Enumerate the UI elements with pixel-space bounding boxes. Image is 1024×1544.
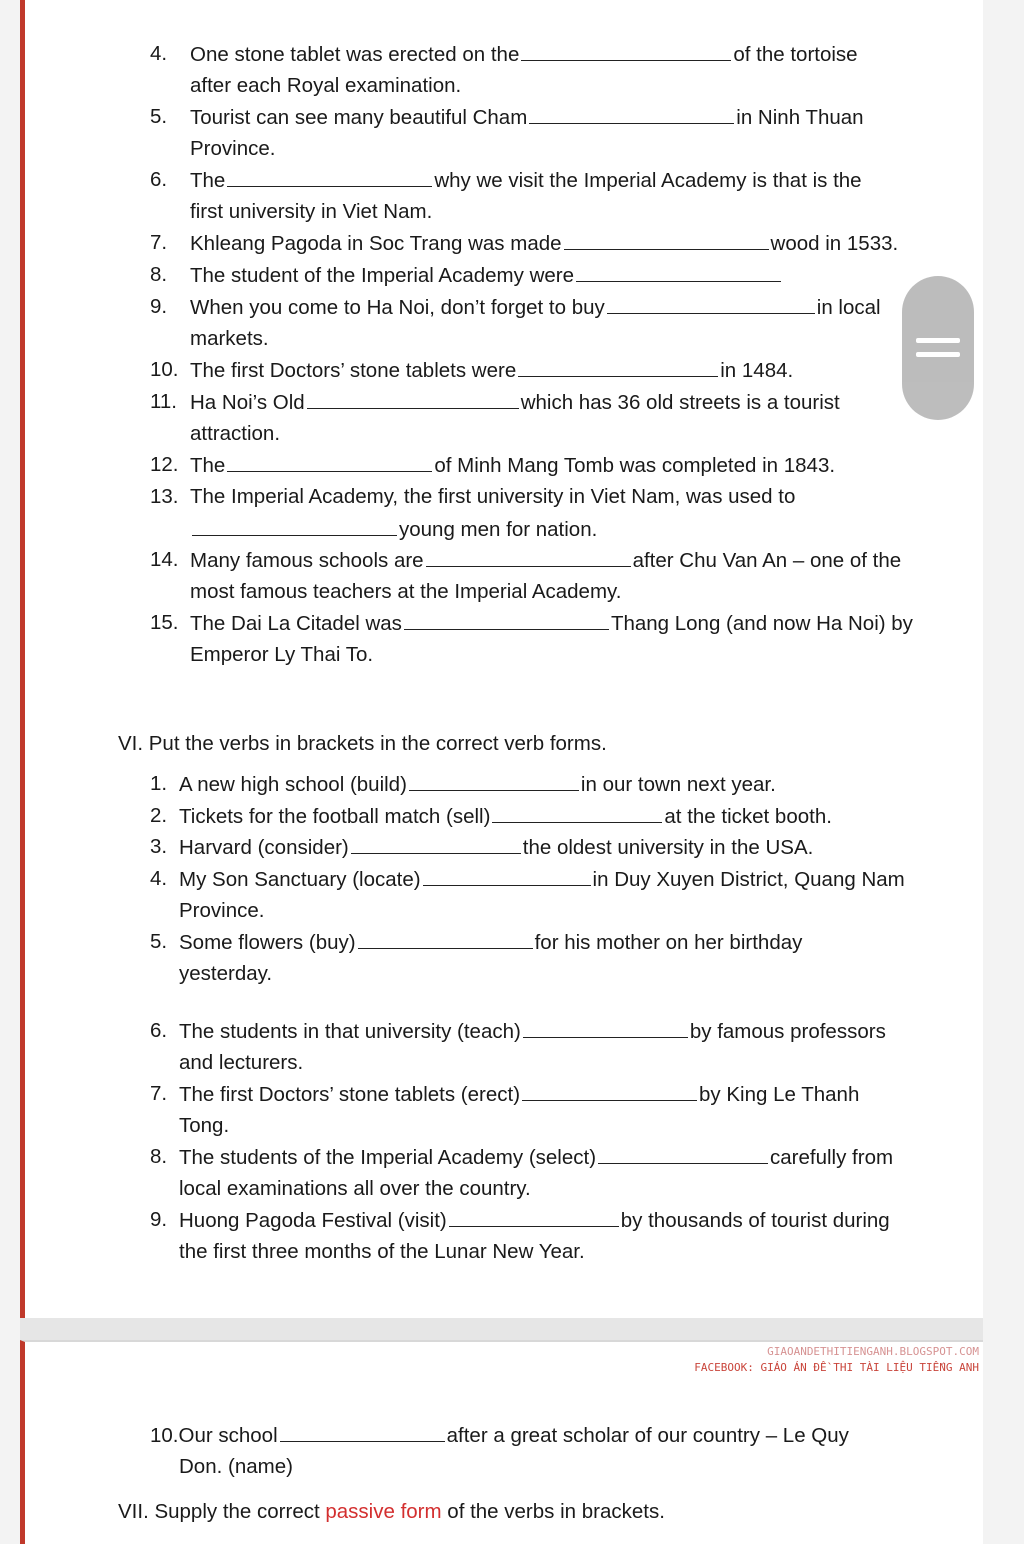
answer-blank[interactable] bbox=[449, 1204, 619, 1227]
question-text: The students in that university (teach) bbox=[179, 1020, 521, 1043]
page-separator bbox=[20, 1318, 983, 1340]
question-number: 10. bbox=[150, 1424, 179, 1447]
question-line bbox=[190, 544, 901, 577]
question-line bbox=[179, 1047, 303, 1079]
answer-blank[interactable] bbox=[521, 38, 731, 61]
question-text: The first Doctors’ stone tablets (erect) bbox=[179, 1083, 521, 1106]
question-number: 7. bbox=[150, 231, 168, 254]
question-text: My Son Sanctuary (locate) bbox=[179, 868, 421, 891]
question-text: markets. bbox=[190, 326, 269, 350]
question-number: 15. bbox=[150, 611, 179, 634]
question-text: in local bbox=[816, 296, 881, 319]
question-text: Harvard (consider) bbox=[179, 836, 349, 859]
question-text: for his mother on her birthday bbox=[534, 931, 803, 954]
question-line bbox=[190, 418, 280, 450]
question-line bbox=[179, 863, 905, 896]
question-line bbox=[179, 1078, 859, 1111]
answer-blank[interactable] bbox=[529, 101, 734, 124]
answer-blank[interactable] bbox=[227, 449, 432, 472]
question-text: in Ninh Thuan bbox=[736, 106, 864, 129]
question-line bbox=[190, 576, 621, 608]
question-text: by famous professors bbox=[689, 1020, 886, 1043]
section-title-highlight: passive form bbox=[325, 1500, 442, 1523]
question-number: 7. bbox=[150, 1082, 168, 1105]
question-text: carefully from bbox=[770, 1146, 894, 1169]
question-line bbox=[179, 768, 776, 801]
question-text: by thousands of tourist during bbox=[620, 1209, 890, 1232]
question-line bbox=[179, 800, 832, 833]
worksheet-page-1 bbox=[20, 0, 983, 1318]
question-number: 2. bbox=[150, 804, 168, 827]
answer-blank[interactable] bbox=[358, 926, 533, 949]
question-text: The student of the Imperial Academy were bbox=[190, 264, 575, 287]
scroll-handle[interactable] bbox=[902, 276, 974, 420]
question-text: in Duy Xuyen District, Quang Nam bbox=[592, 868, 905, 891]
question-number: 13. bbox=[150, 485, 179, 508]
scroll-grip-line bbox=[916, 338, 960, 343]
question-line bbox=[179, 1141, 893, 1174]
question-text: Many famous schools are bbox=[190, 549, 424, 572]
question-text: Province. bbox=[179, 898, 265, 922]
answer-blank[interactable] bbox=[576, 259, 781, 282]
answer-blank[interactable] bbox=[522, 1078, 697, 1101]
question-line bbox=[190, 354, 793, 387]
question-line bbox=[179, 831, 813, 864]
question-line bbox=[190, 259, 783, 292]
question-line bbox=[179, 1204, 890, 1237]
question-text: Don. (name) bbox=[179, 1454, 293, 1478]
question-text: which has 36 old streets is a tourist bbox=[520, 391, 840, 414]
answer-blank[interactable] bbox=[192, 513, 397, 536]
answer-blank[interactable] bbox=[426, 544, 631, 567]
answer-blank[interactable] bbox=[409, 768, 579, 791]
question-line bbox=[190, 70, 461, 102]
answer-blank[interactable] bbox=[423, 863, 591, 886]
question-text: Emperor Ly Thai To. bbox=[190, 642, 374, 666]
question-line bbox=[190, 481, 795, 513]
question-number: 10. bbox=[150, 358, 179, 381]
question-text: Some flowers (buy) bbox=[179, 931, 356, 954]
question-line bbox=[179, 1236, 585, 1268]
watermark bbox=[694, 1344, 979, 1376]
question-line bbox=[190, 639, 373, 671]
question-text: wood in 1533. bbox=[770, 232, 899, 255]
question-text: A new high school (build) bbox=[179, 773, 407, 796]
question-number: 12. bbox=[150, 453, 179, 476]
question-number: 6. bbox=[150, 1019, 168, 1042]
question-text: attraction. bbox=[190, 421, 281, 445]
question-text: by King Le Thanh bbox=[699, 1083, 860, 1106]
question-number: 3. bbox=[150, 835, 168, 858]
question-number: 5. bbox=[150, 105, 168, 128]
question-number: 8. bbox=[150, 263, 168, 286]
answer-blank[interactable] bbox=[492, 800, 662, 823]
question-text: yesterday. bbox=[179, 961, 273, 985]
question-line bbox=[190, 323, 269, 355]
question-text: The Dai La Citadel was bbox=[190, 612, 402, 635]
question-text: Province. bbox=[190, 136, 276, 160]
question-line bbox=[190, 386, 840, 419]
question-number: 9. bbox=[150, 1208, 168, 1231]
answer-blank[interactable] bbox=[404, 607, 609, 630]
section-title: VI. Put the verbs in brackets in the correct verb forms. bbox=[118, 732, 607, 755]
question-line bbox=[190, 38, 858, 71]
question-text: of Minh Mang Tomb was completed in 1843. bbox=[434, 454, 836, 477]
question-text: most famous teachers at the Imperial Academy. bbox=[190, 579, 622, 603]
question-text: Tickets for the football match (sell) bbox=[179, 805, 491, 828]
section-title: VII. Supply the correct bbox=[118, 1500, 326, 1523]
question-line bbox=[179, 1015, 886, 1048]
question-line bbox=[190, 449, 835, 482]
question-text: at the ticket booth. bbox=[664, 805, 832, 828]
question-number: 14. bbox=[150, 548, 179, 571]
question-text: When you come to Ha Noi, don’t forget to buy bbox=[190, 296, 605, 319]
answer-blank[interactable] bbox=[564, 227, 769, 250]
question-number: 1. bbox=[150, 772, 168, 795]
question-line bbox=[179, 895, 264, 927]
question-number: 11. bbox=[150, 390, 177, 413]
answer-blank[interactable] bbox=[307, 386, 519, 409]
question-text: The Imperial Academy, the first university in Viet Nam, was used to bbox=[190, 485, 796, 508]
question-text: Tourist can see many beautiful Cham bbox=[190, 106, 528, 129]
answer-blank[interactable] bbox=[280, 1419, 445, 1442]
question-text: Huong Pagoda Festival (visit) bbox=[179, 1209, 447, 1232]
question-text: the oldest university in the USA. bbox=[522, 836, 814, 859]
question-line bbox=[190, 227, 898, 260]
answer-blank[interactable] bbox=[607, 291, 815, 314]
scroll-grip-line bbox=[916, 352, 960, 357]
question-line bbox=[150, 1419, 849, 1452]
question-line bbox=[179, 926, 802, 959]
answer-blank[interactable] bbox=[598, 1141, 768, 1164]
question-line bbox=[190, 607, 913, 640]
answer-blank[interactable] bbox=[518, 354, 718, 377]
question-text: first university in Viet Nam. bbox=[190, 199, 433, 223]
question-text: Thang Long (and now Ha Noi) by bbox=[610, 612, 913, 635]
question-line bbox=[190, 513, 597, 546]
question-line bbox=[179, 958, 272, 990]
question-text: the first three months of the Lunar New Year. bbox=[179, 1239, 585, 1263]
section-heading bbox=[118, 728, 607, 760]
question-number: 5. bbox=[150, 930, 168, 953]
question-text: why we visit the Imperial Academy is that is the bbox=[434, 169, 862, 192]
question-number: 8. bbox=[150, 1145, 168, 1168]
answer-blank[interactable] bbox=[227, 164, 432, 187]
question-text: of the tortoise bbox=[733, 43, 858, 66]
question-text: Our school bbox=[178, 1424, 278, 1447]
answer-blank[interactable] bbox=[351, 831, 521, 854]
question-line bbox=[179, 1451, 293, 1483]
question-text: Khleang Pagoda in Soc Trang was made bbox=[190, 232, 562, 255]
question-text: One stone tablet was erected on the bbox=[190, 43, 520, 66]
section-title: of the verbs in brackets. bbox=[441, 1500, 665, 1523]
question-line bbox=[190, 133, 275, 165]
question-text: local examinations all over the country. bbox=[179, 1176, 531, 1200]
question-number: 4. bbox=[150, 42, 168, 65]
question-text: after Chu Van An – one of the bbox=[632, 549, 902, 572]
question-line bbox=[179, 1173, 531, 1205]
question-number: 9. bbox=[150, 295, 168, 318]
question-text: after each Royal examination. bbox=[190, 73, 462, 97]
section-heading bbox=[118, 1496, 665, 1528]
question-text: The students of the Imperial Academy (select) bbox=[179, 1146, 597, 1169]
question-text: The bbox=[190, 169, 226, 192]
question-number: 4. bbox=[150, 867, 168, 890]
watermark-site: GIAOANDETHITIENGANH.BLOGSPOT.COM bbox=[767, 1345, 979, 1358]
question-text: The first Doctors’ stone tablets were bbox=[190, 359, 517, 382]
question-text: and lecturers. bbox=[179, 1050, 304, 1074]
question-line bbox=[190, 101, 864, 134]
question-text: young men for nation. bbox=[399, 517, 598, 541]
question-text: after a great scholar of our country – Le Quy bbox=[446, 1424, 849, 1447]
question-text: Tong. bbox=[179, 1113, 230, 1137]
question-text: Ha Noi’s Old bbox=[190, 391, 305, 414]
watermark-facebook: FACEBOOK: GIÁO ÁN ĐỀ THI TÀI LIỆU TIẾNG ANH bbox=[694, 1361, 979, 1374]
question-line bbox=[179, 1110, 229, 1142]
question-text: The bbox=[190, 454, 226, 477]
question-text: in 1484. bbox=[720, 359, 794, 382]
question-text: in our town next year. bbox=[580, 773, 776, 796]
question-line bbox=[190, 291, 881, 324]
answer-blank[interactable] bbox=[523, 1015, 688, 1038]
question-line bbox=[190, 164, 862, 197]
question-number: 6. bbox=[150, 168, 168, 191]
question-line bbox=[190, 196, 432, 228]
